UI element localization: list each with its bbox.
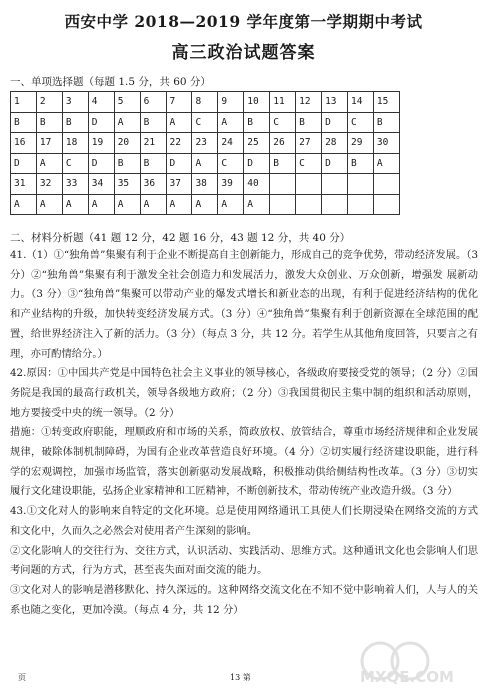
answer-table-cell: A xyxy=(11,194,37,215)
answer-table-cell: B xyxy=(140,112,166,133)
answer-table-cell: A xyxy=(166,112,192,133)
section1-heading: 一、单项选择题（每题 1.5 分，共 60 分） xyxy=(10,76,211,88)
answer-table-cell: B xyxy=(36,112,62,133)
answer-table-cell: 1 xyxy=(11,92,37,113)
answer-table-row xyxy=(11,112,400,133)
answer-table-cell: 35 xyxy=(114,174,140,195)
answer-table-cell: 27 xyxy=(296,133,322,154)
answer-table-cell: A xyxy=(218,112,244,133)
answer-table-cell: 19 xyxy=(88,133,114,154)
answer-table-cell: B xyxy=(373,112,399,133)
answer-table-cell: A xyxy=(114,194,140,215)
section2-heading: 二、材料分析题（41 题 12 分，42 题 16 分，43 题 12 分，共 40 分） xyxy=(10,232,351,244)
answer-41: 41.（1）①“独角兽”集聚有利于企业不断提高自主创新能力，形成自己的竞争优势，带动经济发展。（3 分）②“独角兽”集聚有利于激发全社会创造力和发展活力，激发大众创业、万众创新，增强发 展新动力。（3 分）③“独角兽”集聚可以带动产业的爆发式增长和新业态的出现，有利于促进经济结构的优化和产业结构的升级，加快转变经济发展方式。（3 分）④“独角兽”集聚有利于创新资源在全球范围的配置，给世界经济注入了新的活力。（3 分）（每点 3 分，共 12 分。若学生从其他角度回答，只要言之有理，亦可酌情给分。） xyxy=(10,249,478,360)
answer-table-cell: A xyxy=(244,194,270,215)
answer-table-cell: 18 xyxy=(62,133,88,154)
answer-table-cell: A xyxy=(218,194,244,215)
answer-table-row xyxy=(11,174,400,195)
answer-table-cell: C xyxy=(192,112,218,133)
answer-table-cell xyxy=(373,174,399,195)
answer-table-cell: 39 xyxy=(218,174,244,195)
answer-table-cell: 31 xyxy=(11,174,37,195)
answer-table-cell: 25 xyxy=(244,133,270,154)
answer-table-cell: C xyxy=(62,153,88,174)
answer-table-cell: D xyxy=(88,153,114,174)
answer-table-row xyxy=(11,133,400,154)
answer-table-cell: 11 xyxy=(270,92,296,113)
answer-table-cell: A xyxy=(88,194,114,215)
answer-table-cell: A xyxy=(36,153,62,174)
watermark-text: MXQE.COM xyxy=(360,668,454,686)
answer-table-cell: 2 xyxy=(36,92,62,113)
answer-table-cell: A xyxy=(62,194,88,215)
watermark-logo xyxy=(352,636,482,686)
answer-body xyxy=(10,246,478,620)
answer-table-cell: 32 xyxy=(36,174,62,195)
answer-table-row xyxy=(11,92,400,113)
answer-table-cell: 9 xyxy=(218,92,244,113)
answer-table-cell: B xyxy=(62,112,88,133)
answer-table-cell xyxy=(347,174,373,195)
answer-table-cell: B xyxy=(347,153,373,174)
answer-table-cell: 36 xyxy=(140,174,166,195)
answer-table-cell xyxy=(322,174,348,195)
answer-table-cell: C xyxy=(296,153,322,174)
answer-table-cell: 8 xyxy=(192,92,218,113)
answer-table-cell: A xyxy=(373,153,399,174)
answer-table-cell: 34 xyxy=(88,174,114,195)
answer-table-cell: 16 xyxy=(11,133,37,154)
answer-table-cell: 7 xyxy=(166,92,192,113)
answer-table-cell: 12 xyxy=(296,92,322,113)
answer-table-cell: 24 xyxy=(218,133,244,154)
exam-subtitle: 高三政治试题答案 xyxy=(171,43,316,63)
answer-table-cell: D xyxy=(244,153,270,174)
answer-42-reasons: 42.原因：①中国共产党是中国特色社会主义事业的领导核心，各级政府要接受党的领导；（2 分）②国务院是我国的最高行政机关，领导各级地方政府；（2 分）③我国贯彻民主集中制的组织和活动原则，地方要接受中央的统一领导。（2 分） xyxy=(10,367,478,419)
answer-table-cell: A xyxy=(36,194,62,215)
answer-table-cell: 37 xyxy=(166,174,192,195)
answer-table-cell: 17 xyxy=(36,133,62,154)
answer-table-cell xyxy=(373,194,399,215)
answer-table-cell xyxy=(296,194,322,215)
answer-table-cell xyxy=(270,194,296,215)
answer-table-row xyxy=(11,153,400,174)
answer-42-measures: 措施：①转变政府职能，理顺政府和市场的关系，简政放权、放管结合，尊重市场经济规律和企业发展规律，破除体制机制障碍，为国有企业改革营造良好环境。（4 分）②切实履行经济建设职能，进行科学的宏观调控，加强市场监管，落实创新驱动发展战略，积极推动供给侧结构性改革。（3 分）③切实履行文化建设职能，弘扬企业家精神和工匠精神，不断创新技术，带动传统产业改造升级。（3 分） xyxy=(10,426,478,498)
answer-table-cell: D xyxy=(11,153,37,174)
answer-table-cell xyxy=(296,174,322,195)
answer-table-cell: 30 xyxy=(373,133,399,154)
answer-table-cell: D xyxy=(322,112,348,133)
page-number: 13 第 xyxy=(230,673,251,682)
answer-table-cell: B xyxy=(296,112,322,133)
answer-table-cell xyxy=(322,194,348,215)
answer-table-cell: 20 xyxy=(114,133,140,154)
answer-table-cell: 6 xyxy=(140,92,166,113)
answer-table-cell: B xyxy=(270,153,296,174)
answer-table-cell: A xyxy=(114,112,140,133)
answer-table-cell: 5 xyxy=(114,92,140,113)
answer-table-cell: B xyxy=(114,153,140,174)
answer-table-cell: C xyxy=(347,112,373,133)
answer-table-cell: B xyxy=(140,153,166,174)
answer-table-cell: 28 xyxy=(322,133,348,154)
answer-table-cell: 33 xyxy=(62,174,88,195)
answer-table-cell: 13 xyxy=(322,92,348,113)
answer-table-cell: 40 xyxy=(244,174,270,195)
answer-table-cell xyxy=(270,174,296,195)
answer-table-cell: 23 xyxy=(192,133,218,154)
answer-table-cell: 15 xyxy=(373,92,399,113)
answer-table-cell: 29 xyxy=(347,133,373,154)
answer-table xyxy=(10,91,400,215)
answer-table-cell: 38 xyxy=(192,174,218,195)
answer-43-point1: 43.①文化对人的影响来自特定的文化环境。总是使用网络通讯工具使人们长期浸染在网络交流的方式和文化中，久而久之必然会对使用者产生深刻的影响。 xyxy=(10,505,478,537)
answer-table-cell: 3 xyxy=(62,92,88,113)
answer-table-cell: B xyxy=(11,112,37,133)
answer-table-cell xyxy=(347,194,373,215)
answer-table-cell: A xyxy=(166,194,192,215)
answer-table-cell: 4 xyxy=(88,92,114,113)
answer-table-cell: A xyxy=(192,153,218,174)
answer-table-row xyxy=(11,194,400,215)
answer-43-point2: ②文化影响人的交往行为、交往方式，认识活动、实践活动、思维方式。这种通讯文化也会影响人们思考问题的方式，行为方式，甚至丧失面对面交流的能力。 xyxy=(10,544,478,577)
answer-table-cell: 22 xyxy=(166,133,192,154)
answer-table-cell: 21 xyxy=(140,133,166,154)
answer-table-cell: D xyxy=(322,153,348,174)
answer-table-cell: B xyxy=(244,112,270,133)
answer-table-cell: A xyxy=(192,194,218,215)
exam-title: 西安中学 2018—2019 学年度第一学期期中考试 xyxy=(64,12,423,31)
answer-table-cell: A xyxy=(140,194,166,215)
answer-table-cell: D xyxy=(166,153,192,174)
answer-table-cell: 10 xyxy=(244,92,270,113)
answer-table-cell: C xyxy=(218,153,244,174)
answer-43-point3: ③文化对人的影响是潜移默化、持久深远的。这种网络交流文化在不知不觉中影响着人们，人与人的关系也随之变化，更加冷漠。（每点 4 分，共 12 分） xyxy=(10,583,478,616)
answer-table-cell: 26 xyxy=(270,133,296,154)
answer-table-cell: D xyxy=(88,112,114,133)
footer-left-mark: 页 xyxy=(18,673,26,682)
answer-table-cell: 14 xyxy=(347,92,373,113)
answer-table-cell: C xyxy=(270,112,296,133)
